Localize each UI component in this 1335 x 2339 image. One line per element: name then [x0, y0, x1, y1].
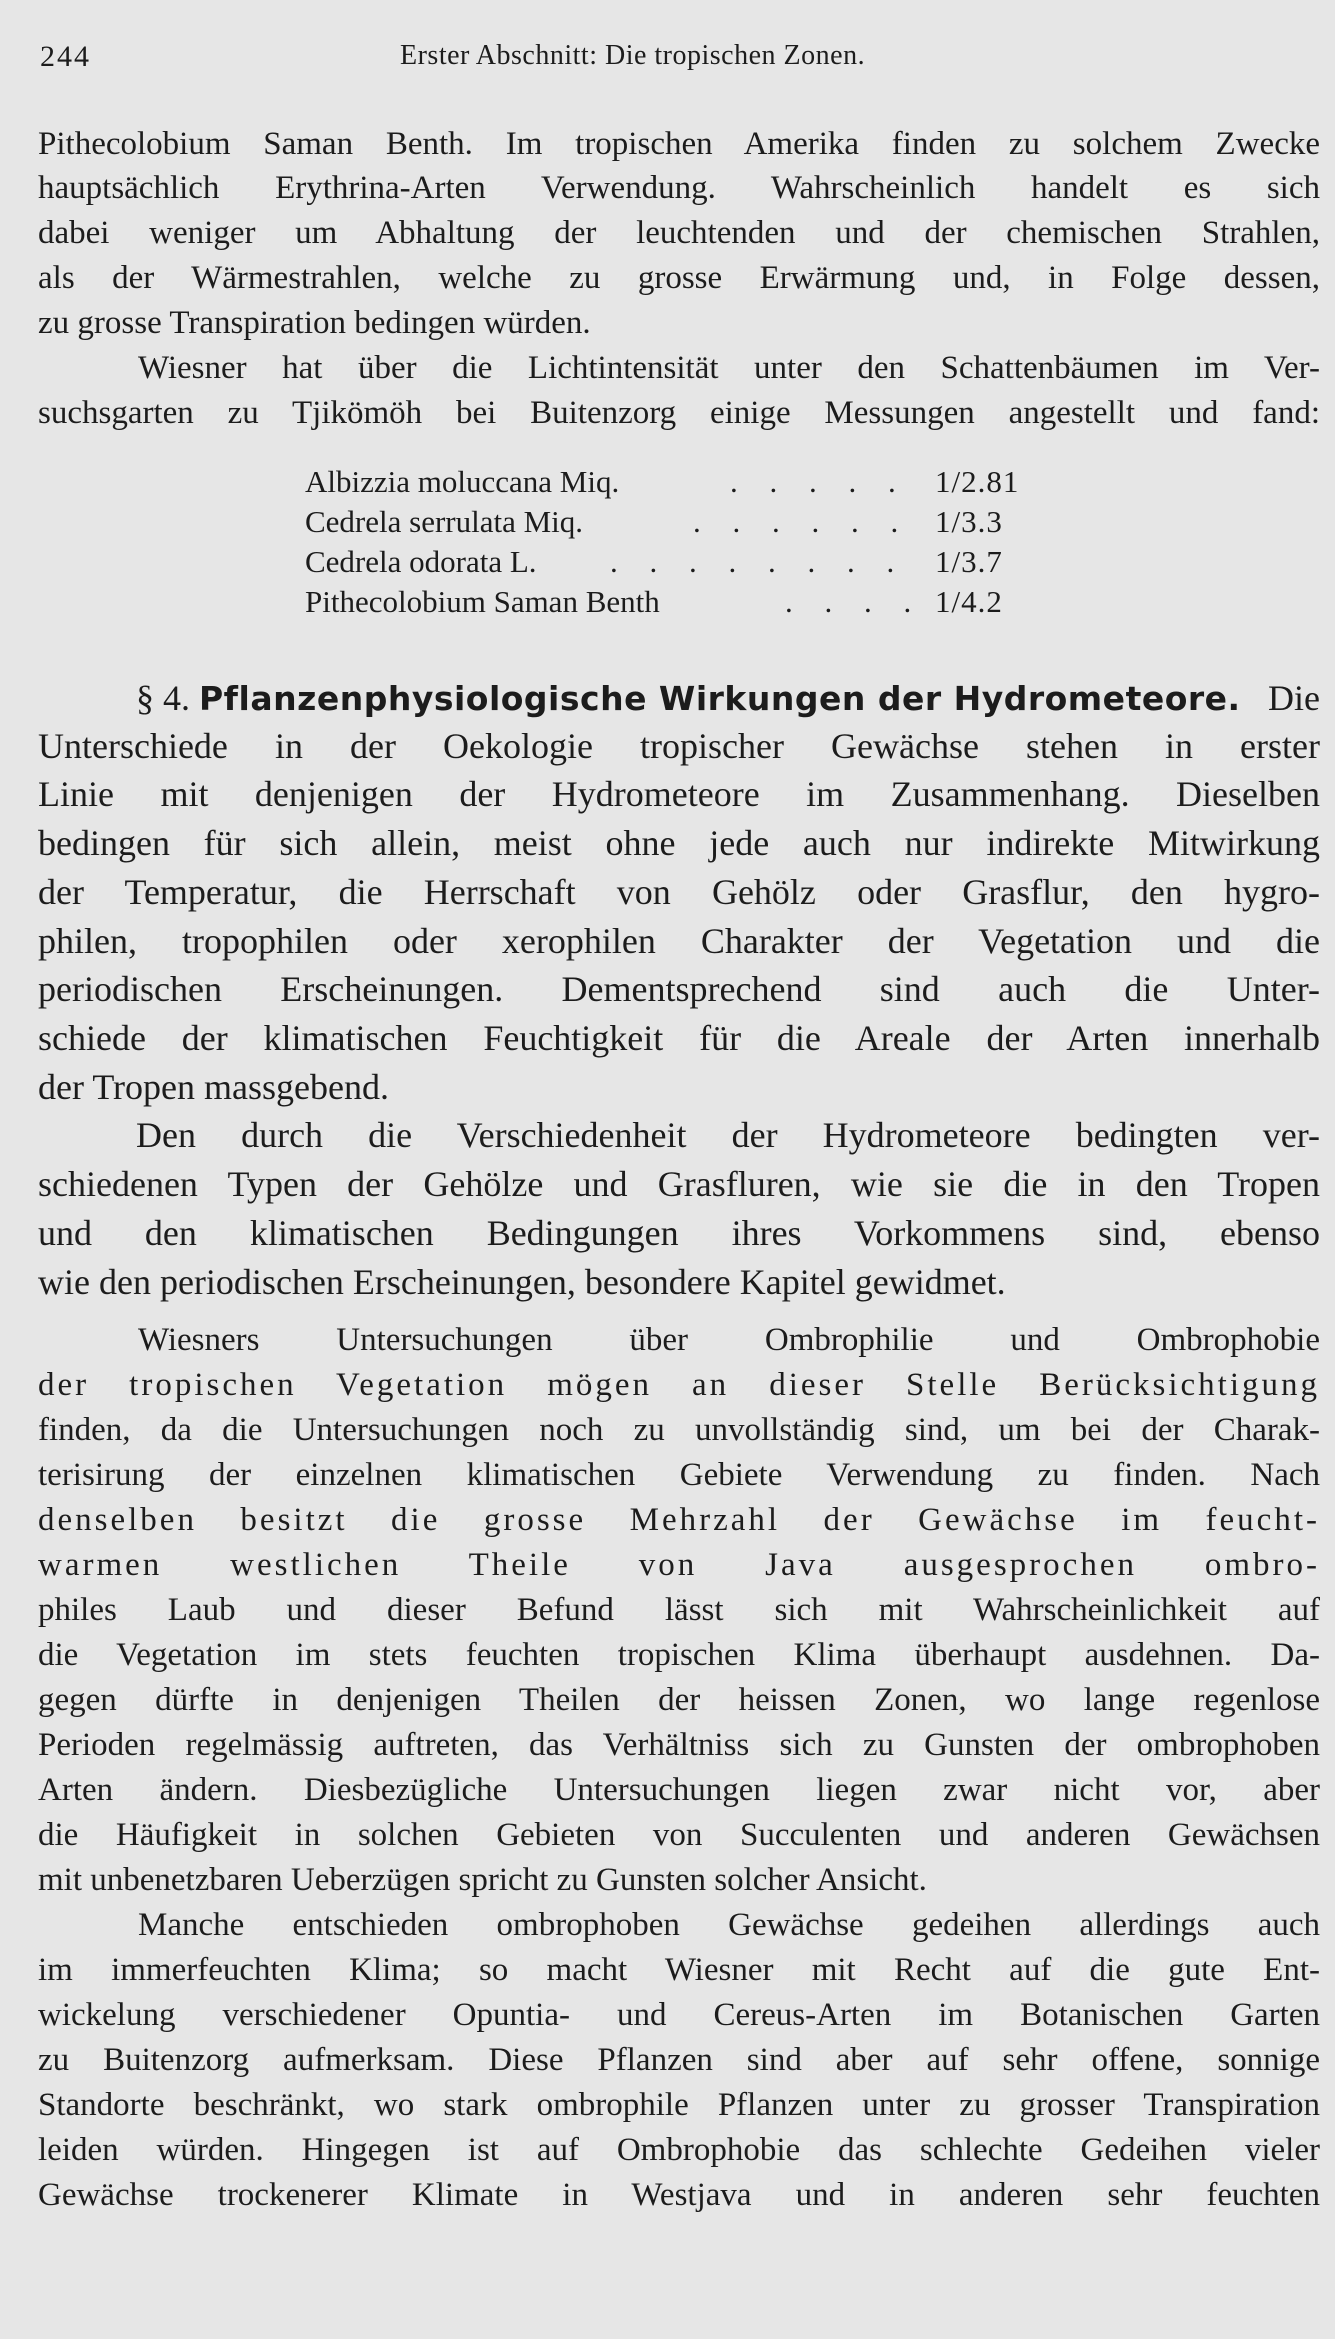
text-line: mit unbenetzbaren Ueberzügen spricht zu Gunsten solcher Ansicht. — [38, 1862, 927, 1898]
text-line: terisirung der einzelnen klimatischen Gebiete Verwendung zu finden. Nach — [38, 1457, 1320, 1493]
text-line: und den klimatischen Bedingungen ihres Vorkommens sind, ebenso — [38, 1213, 1320, 1253]
text-line: warmen westlichen Theile von Java ausgesprochen ombro- — [38, 1547, 1320, 1583]
text-line: Wiesner hat über die Lichtintensität unter den Schattenbäumen im Ver- — [138, 350, 1320, 386]
table-row — [305, 582, 1065, 622]
text-line: hauptsächlich Erythrina-Arten Verwendung. Wahrscheinlich handelt es sich — [38, 170, 1320, 206]
intensity-value: 1/3.3 — [935, 504, 1003, 539]
intensity-value: 1/3.7 — [935, 544, 1003, 579]
intensity-value: 1/2.81 — [935, 464, 1020, 499]
table-row — [305, 462, 1065, 502]
text-line: als der Wärmestrahlen, welche zu grosse Erwärmung und, in Folge dessen, — [38, 260, 1320, 296]
leader-dots: . . . . . — [730, 464, 908, 499]
leader-dots: . . . . . . — [693, 504, 911, 539]
text-line: schiede der klimatischen Feuchtigkeit für die Areale der Arten innerhalb — [38, 1018, 1320, 1058]
text-line: philes Laub und dieser Befund lässt sich mit Wahrscheinlichkeit auf — [38, 1592, 1320, 1628]
species-name: Albizzia moluccana Miq. — [305, 464, 620, 499]
section-title: Pflanzenphysiologische Wirkungen der Hydrometeore. — [199, 679, 1241, 718]
text-line: philen, tropophilen oder xerophilen Charakter der Vegetation und die — [38, 921, 1320, 961]
text-line: der Tropen massgebend. — [38, 1067, 389, 1107]
running-head: Erster Abschnitt: Die tropischen Zonen. — [400, 40, 866, 71]
text-line: die Vegetation im stets feuchten tropischen Klima überhaupt ausdehnen. Da- — [38, 1637, 1320, 1673]
text-line: Perioden regelmässig auftreten, das Verhältniss sich zu Gunsten der ombrophoben — [38, 1727, 1320, 1763]
text-line: im immerfeuchten Klima; so macht Wiesner mit Recht auf die gute Ent- — [38, 1952, 1320, 1988]
leader-dots: . . . . — [785, 584, 924, 619]
text-line: leiden würden. Hingegen ist auf Ombrophobie das schlechte Gedeihen vieler — [38, 2132, 1320, 2168]
text-line: zu grosse Transpiration bedingen würden. — [38, 305, 591, 341]
text-line: bedingen für sich allein, meist ohne jede auch nur indirekte Mitwirkung — [38, 823, 1320, 863]
table-row — [305, 542, 1065, 582]
species-name: Pithecolobium Saman Benth — [305, 584, 660, 619]
text-line: finden, da die Untersuchungen noch zu unvollständig sind, um bei der Charak- — [38, 1412, 1320, 1448]
species-name: Cedrela odorata L. — [305, 544, 537, 579]
text-line: Wiesners Untersuchungen über Ombrophilie und Ombrophobie — [138, 1322, 1320, 1358]
section-heading — [136, 674, 1320, 722]
text-line: Den durch die Verschiedenheit der Hydrometeore bedingten ver- — [136, 1115, 1320, 1155]
intensity-value: 1/4.2 — [935, 584, 1003, 619]
text-line: dabei weniger um Abhaltung der leuchtenden und der chemischen Strahlen, — [38, 215, 1320, 251]
page-header — [40, 40, 1290, 80]
section-symbol: § 4. — [136, 678, 190, 718]
text-line: Standorte beschränkt, wo stark ombrophile Pflanzen unter zu grosser Transpiration — [38, 2087, 1320, 2123]
text-line: periodischen Erscheinungen. Dementsprechend sind auch die Unter- — [38, 969, 1320, 1009]
text-line: Pithecolobium Saman Benth. Im tropischen Amerika finden zu solchem Zwecke — [38, 126, 1320, 162]
text-line: Gewächse trockenerer Klimate in Westjava und in anderen sehr feuchten — [38, 2177, 1320, 2213]
text-line: gegen dürfte in denjenigen Theilen der heissen Zonen, wo lange regenlose — [38, 1682, 1320, 1718]
text-line: Linie mit denjenigen der Hydrometeore im Zusammenhang. Dieselben — [38, 774, 1320, 814]
text-line: Arten ändern. Diesbezügliche Untersuchungen liegen zwar nicht vor, aber — [38, 1772, 1320, 1808]
light-intensity-table — [305, 462, 1065, 622]
leader-dots: . . . . . . . . — [610, 544, 907, 579]
text-line: schiedenen Typen der Gehölze und Grasfluren, wie sie die in den Tropen — [38, 1164, 1320, 1204]
text-line: wickelung verschiedener Opuntia- und Cereus-Arten im Botanischen Garten — [38, 1997, 1320, 2033]
text-line: zu Buitenzorg aufmerksam. Diese Pflanzen sind aber auf sehr offene, sonnige — [38, 2042, 1320, 2078]
species-name: Cedrela serrulata Miq. — [305, 504, 584, 539]
text-line: die Häufigkeit in solchen Gebieten von Succulenten und anderen Gewächsen — [38, 1817, 1320, 1853]
text-line: denselben besitzt die grosse Mehrzahl der Gewächse im feucht- — [38, 1502, 1320, 1538]
table-row — [305, 502, 1065, 542]
text-line: Manche entschieden ombrophoben Gewächse gedeihen allerdings auch — [138, 1907, 1320, 1943]
section-title-continuation: Die — [1268, 678, 1320, 718]
text-line: suchsgarten zu Tjikömöh bei Buitenzorg einige Messungen angestellt und fand: — [38, 395, 1320, 431]
page-number: 244 — [40, 40, 91, 73]
text-line: wie den periodischen Erscheinungen, besondere Kapitel gewidmet. — [38, 1262, 1006, 1302]
text-line: Unterschiede in der Oekologie tropischer Gewächse stehen in erster — [38, 726, 1320, 766]
text-line: der tropischen Vegetation mögen an dieser Stelle Berücksichtigung — [38, 1367, 1320, 1403]
text-line: der Temperatur, die Herrschaft von Gehölz oder Grasflur, den hygro- — [38, 872, 1320, 912]
